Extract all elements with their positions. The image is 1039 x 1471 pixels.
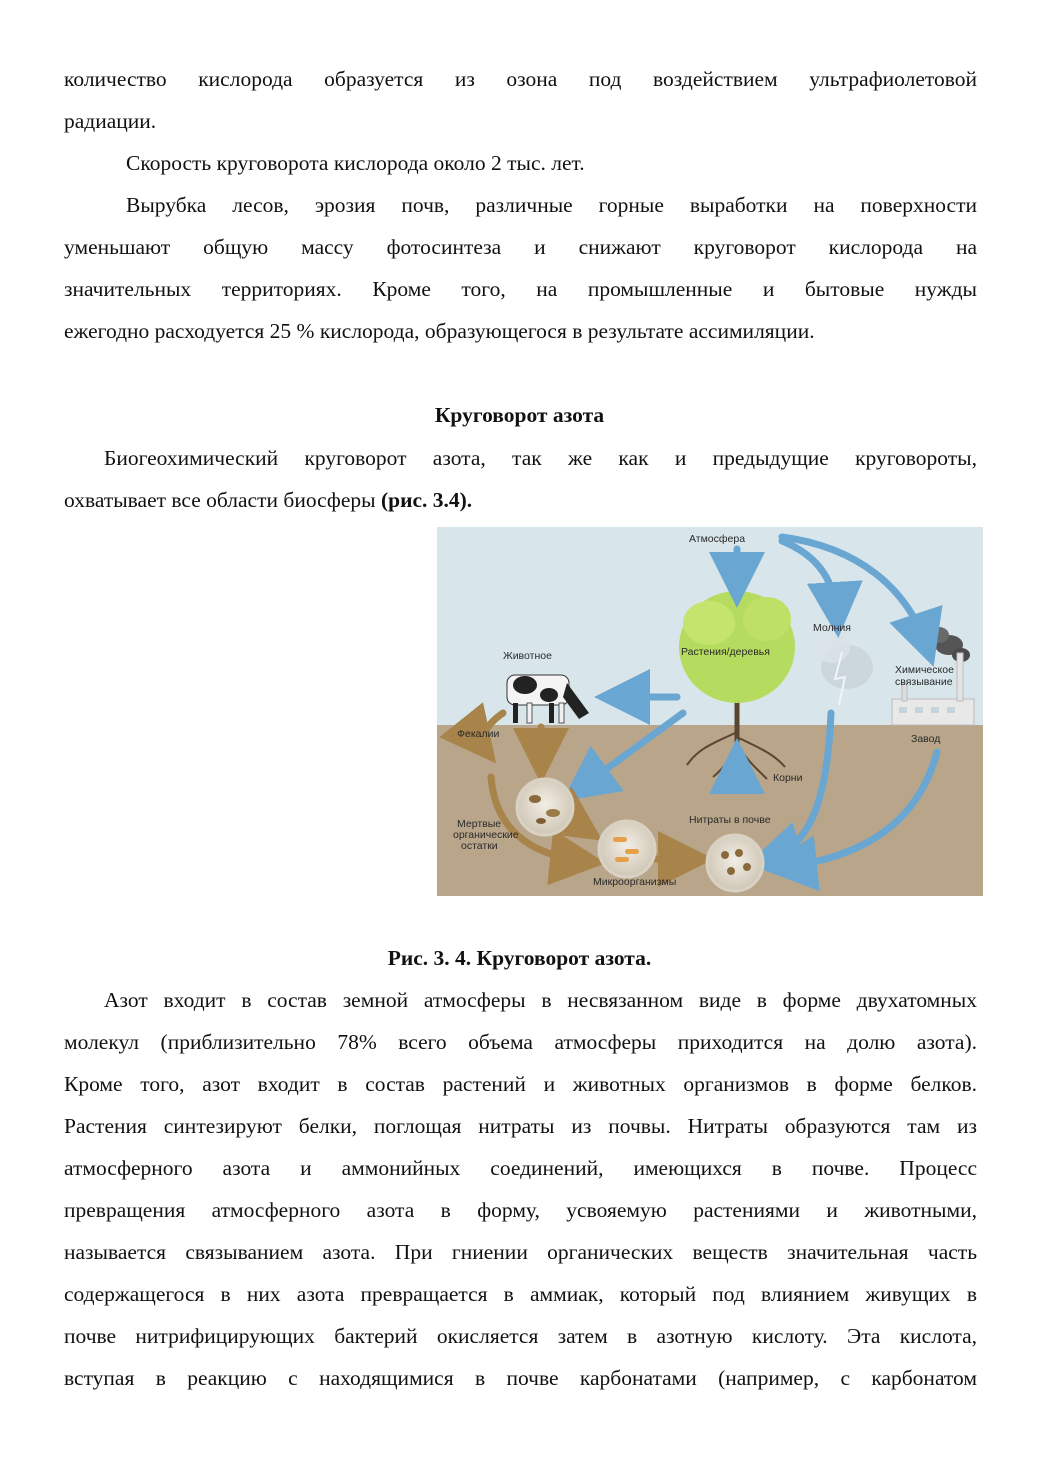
text-line: значительных территориях. Кроме того, на промышленные и бытовые нужды: [64, 277, 977, 301]
text-line: содержащегося в них азота превращается в аммиак, который под влиянием живущих в: [64, 1282, 977, 1306]
label-chemical-2: связывание: [895, 676, 953, 688]
text-line: ежегодно расходуется 25 % кислорода, образующегося в результате ассимиляции.: [64, 319, 815, 343]
dead-organics-circle: [517, 779, 573, 835]
text-line: называется связыванием азота. При гниении органических веществ значительная часть: [64, 1240, 977, 1264]
paragraph-oxygen-cycle-speed: [64, 142, 977, 184]
figure-reference: (рис. 3.4).: [380, 488, 473, 512]
label-animal: Животное: [503, 650, 552, 662]
label-roots: Корни: [773, 772, 803, 784]
figure-caption: Рис. 3. 4. Круговорот азота.: [387, 946, 652, 970]
soil-nitrates-circle: [707, 835, 763, 891]
paragraph-nitrogen-main: [64, 979, 977, 1399]
text-line: радиации.: [64, 109, 157, 133]
paragraph-nitrogen-intro: [64, 437, 977, 521]
label-nitrates: Нитраты в почве: [689, 814, 771, 826]
text-line: [64, 479, 977, 521]
text-line: количество кислорода образуется из озона под воздействием ультрафиолетовой: [64, 67, 977, 91]
label-factory: Завод: [911, 733, 941, 745]
paragraph-oxygen-ozone: [64, 58, 977, 142]
text-line: Азот входит в состав земной атмосферы в несвязанном виде в форме двухатомных: [104, 988, 977, 1012]
text-line: Вырубка лесов, эрозия почв, различные горные выработки на поверхности: [126, 193, 977, 217]
text-line: атмосферного азота и аммонийных соединений, имеющихся в почве. Процесс: [64, 1156, 977, 1180]
text-line: Растения синтезируют белки, поглощая нитраты из почвы. Нитраты образуются там из: [64, 1114, 977, 1138]
text-line: превращения атмосферного азота в форму, усвояемую растениями и животными,: [64, 1198, 977, 1222]
nitrogen-cycle-diagram: [437, 527, 983, 896]
label-chemical-1: Химическое: [895, 664, 954, 676]
microorganisms-circle: [599, 821, 655, 877]
label-atmosphere: Атмосфера: [689, 533, 746, 545]
label-dead-1: Мертвые: [457, 818, 502, 830]
label-microorganisms: Микроорганизмы: [593, 876, 677, 888]
section-heading: Круговорот азота: [434, 403, 605, 427]
text-line: Кроме того, азот входит в состав растений и животных организмов в форме белков.: [64, 1072, 977, 1096]
text-run: охватывает все области биосферы: [64, 488, 381, 512]
text-line: Биогеохимический круговорот азота, так же как и предыдущие круговороты,: [104, 446, 977, 470]
label-plants: Растения/деревья: [681, 646, 770, 658]
label-lightning: Молния: [813, 622, 851, 634]
label-dead-3: остатки: [461, 840, 498, 852]
paragraph-deforestation: [64, 184, 977, 352]
label-dead-2: органические: [453, 829, 519, 841]
text-line: вступая в реакцию с находящимися в почве карбонатами (например, с карбонатом: [64, 1366, 977, 1390]
label-feces: Фекалии: [457, 728, 500, 740]
nitrogen-cycle-figure: [437, 527, 983, 896]
text-line: молекул (приблизительно 78% всего объема атмосферы приходится на долю азота).: [64, 1030, 977, 1054]
text-line: уменьшают общую массу фотосинтеза и снижают круговорот кислорода на: [64, 235, 977, 259]
text-line: почве нитрифицирующих бактерий окисляется затем в азотную кислоту. Эта кислота,: [64, 1324, 977, 1348]
text-line: Скорость круговорота кислорода около 2 тыс. лет.: [126, 151, 585, 175]
